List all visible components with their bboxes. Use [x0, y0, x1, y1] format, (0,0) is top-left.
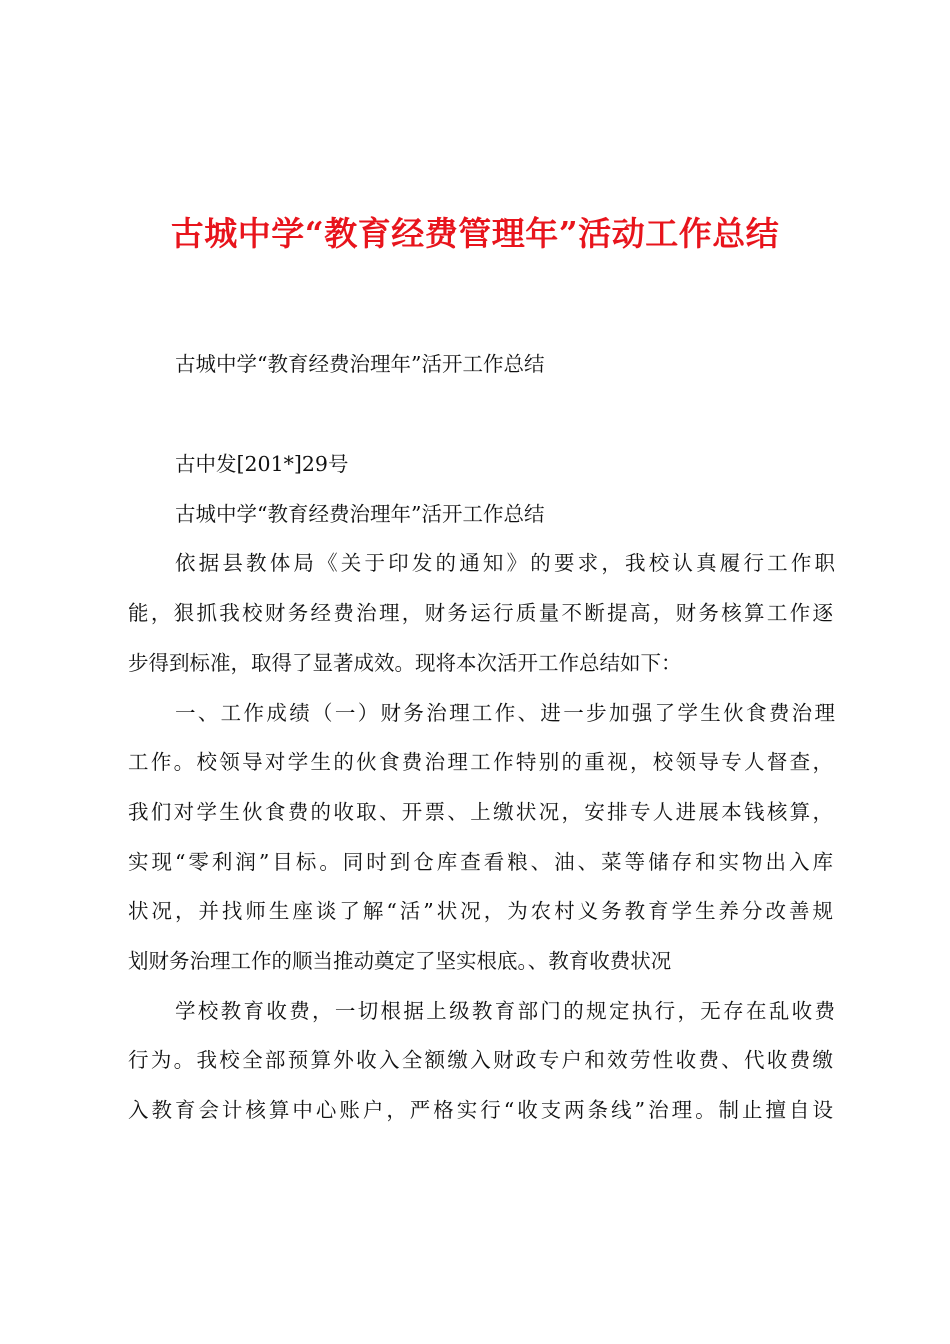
paragraph-2-line-5: 状况，并找师生座谈了解“活”状况，为农村义务教育学生养分改善规	[128, 899, 833, 923]
document-subtitle: 古城中学“教育经费治理年”活开工作总结	[175, 352, 545, 376]
paragraph-2-line-4: 实现“零利润”目标。同时到仓库查看粮、油、菜等储存和实物出入库	[128, 850, 833, 874]
paragraph-2-line-3: 我们对学生伙食费的收取、开票、上缴状况，安排专人进展本钱核算，	[128, 800, 833, 824]
paragraph-1-line-3: 步得到标准，取得了显著成效。现将本次活开工作总结如下：	[128, 651, 682, 675]
paragraph-2-line-6: 划财务治理工作的顺当推动奠定了坚实根底。、教育收费状况	[128, 949, 672, 973]
paragraph-3-line-1: 学校教育收费，一切根据上级教育部门的规定执行，无存在乱收费	[175, 999, 835, 1023]
document-subtitle-repeat: 古城中学“教育经费治理年”活开工作总结	[175, 502, 545, 526]
paragraph-1-line-2: 能，狠抓我校财务经费治理，财务运行质量不断提高，财务核算工作逐	[128, 601, 833, 625]
document-title: 古城中学“教育经费管理年”活动工作总结	[170, 214, 780, 253]
paragraph-3-line-3: 入教育会计核算中心账户，严格实行“收支两条线”治理。制止擅自设	[128, 1098, 833, 1122]
paragraph-2-line-2: 工作。校领导对学生的伙食费治理工作特别的重视，校领导专人督查，	[128, 750, 833, 774]
paragraph-2-line-1: 一、工作成绩（一）财务治理工作、进一步加强了学生伙食费治理	[175, 701, 835, 725]
document-number: 古中发[201*]29号	[175, 452, 349, 476]
paragraph-1-line-1: 依据县教体局《关于印发的通知》的要求，我校认真履行工作职	[175, 551, 835, 575]
paragraph-3-line-2: 行为。我校全部预算外收入全额缴入财政专户和效劳性收费、代收费缴	[128, 1048, 833, 1072]
